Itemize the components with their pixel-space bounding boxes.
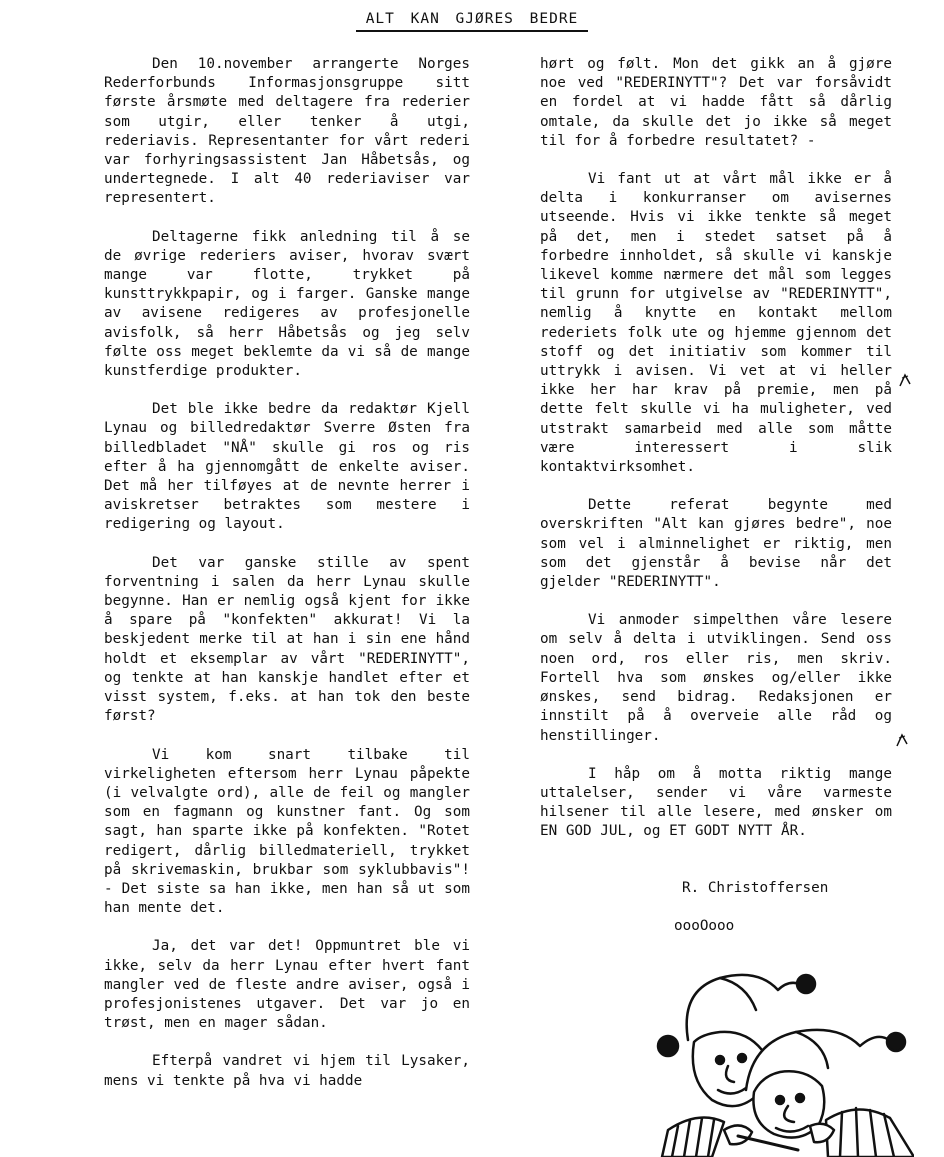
article-paragraph-continued: hørt og følt. Mon det gikk an å gjøre noe ved "REDERINYTT"? Det var forsåvidt en fordel at vi hadde fått så dårlig omtale, da skulle det jo ikke så meget til for å forbedre resultatet? -: [540, 56, 892, 149]
article-paragraph: Ja, det var det! Oppmuntret ble vi ikke, selv da herr Lynau efter hvert fant mangler ved de fleste andre aviser, også i profesjonistenes utgaver. Det var jo en trøst, men en mager sådan.: [104, 938, 470, 1032]
margin-mark-icon: [895, 732, 909, 748]
article-paragraph: Vi fant ut at vårt mål ikke er å delta i konkurranser om avisernes utseende. Hvis vi ikke tenkte så meget på det, men i stedet satset på å forbedre innholdet, så skulle vi kanskje likevel komme nærmere det mål som legges til grunn for utgivelse av "REDERINYTT", nemlig å knytte en kontakt mellom rederiets folk ute og hjemme gjennom det stoff og det initiativ som kommer til uttrykk i avisen. Vi vet at vi heller ikke her har krav på premie, men på dette felt skulle vi ha muligheter, ved utstrakt samarbeid med alle som måtte være interessert i slik kontaktvirksomhet.: [540, 171, 892, 476]
article-paragraph: Det ble ikke bedre da redaktør Kjell Lynau og billedredaktør Sverre Østen fra billedbladet "NÅ" skulle gi ros og ris efter å ha gjennomgått de enkelte aviser. Det må her tilføyes at de nevnte herrer i aviskretser betraktes som mestere i redigering og layout.: [104, 401, 470, 533]
page-title: ALT KAN GJØRES BEDRE: [356, 11, 589, 32]
article-paragraph: I håp om å motta riktig mange uttalelser, sender vi våre varmeste hilsener til alle lesere, med ønsker om EN GOD JUL, og ET GODT NYTT ÅR.: [540, 765, 892, 840]
page-header: [0, 8, 944, 32]
end-ornament: oooOooo: [674, 918, 735, 934]
jester-elves-icon: [628, 950, 914, 1157]
article-paragraph: Vi kom snart tilbake til virkeligheten eftersom herr Lynau påpekte (i velvalgte ord), alle de feil og mangler som en fagmann og kunstner fant. Og som sagt, han sparte ikke på konfekten. "Rotet redigert, dårlig billedmateriell, trykket på skrivemaskin, brukbar som syklubbavis"! - Det siste sa han ikke, men han så ut som han mente det.: [104, 746, 470, 917]
article-paragraph: Vi anmoder simpelthen våre lesere om selv å delta i utviklingen. Send oss noen ord, ros eller ris, men skriv. Fortell hva som ønskes og/eller ikke ønskes, send bidrag. Redaksjonen er innstilt på å overveie alle råd og henstillinger.: [540, 612, 892, 744]
article-paragraph: Dette referat begynte med overskriften "Alt kan gjøres bedre", noe som vel i alminnelighet er riktig, men som det gjenstår å bevise når det gjelder "REDERINYTT".: [540, 497, 892, 591]
article-right-column: [540, 55, 892, 861]
margin-mark-icon: [898, 372, 912, 388]
article-left-column: [104, 55, 470, 1110]
article-paragraph: Efterpå vandret vi hjem til Lysaker, mens vi tenkte på hva vi hadde: [104, 1053, 470, 1089]
article-paragraph: Deltagerne fikk anledning til å se de øvrige rederiers aviser, hvorav svært mange var flotte, trykket på kunsttrykkpapir, og i farger. Ganske mange av avisene redigeres av profesjonelle avisfolk, så herr Håbetsås og jeg selv følte oss meget beklemte da vi så de mange kunstferdige produkter.: [104, 228, 470, 380]
author-signature: R. Christoffersen: [682, 880, 829, 896]
article-paragraph: Den 10.november arrangerte Norges Rederforbunds Informasjonsgruppe sitt første årsmøte med deltagere fra rederier som utgir, eller tenker å utgi, rederiavis. Representanter for vårt rederi var forhyringsassistent Jan Håbetsås, og undertegnede. I alt 40 rederiaviser var representert.: [104, 56, 470, 207]
article-paragraph: Det var ganske stille av spent forventning i salen da herr Lynau skulle begynne. Han er nemlig også kjent for ikke å spare på "konfekten" akkurat! Vi la beskjedent merke til at han i sin ene hånd holdt et eksemplar av vårt "REDERINYTT", og tenkte at han kanskje handlet efter et visst system, f.eks. at han tok den beste først?: [104, 554, 470, 725]
